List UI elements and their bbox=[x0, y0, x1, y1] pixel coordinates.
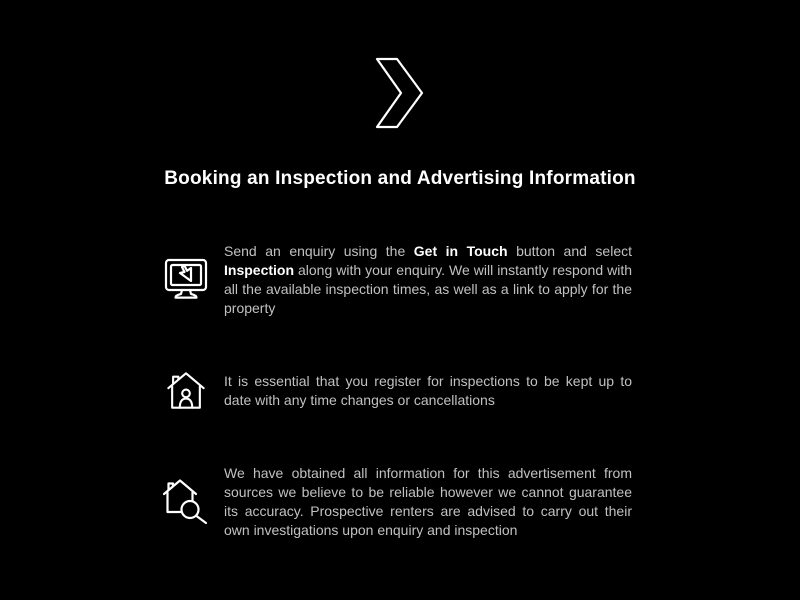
computer-cursor-icon bbox=[162, 258, 210, 302]
section-register bbox=[162, 358, 632, 424]
hero-chevron bbox=[0, 0, 800, 129]
house-search-icon bbox=[162, 476, 210, 528]
section-enquiry bbox=[162, 228, 632, 332]
section-text: It is essential that you register for inspections to be kept up to date with any time changes or cancellations bbox=[224, 373, 632, 408]
section-text: We have obtained all information for this advertisement from sources we believe to be reliable however we cannot guarantee its accuracy. Prospective renters are advised to carry out their own investigations upon enquiry and inspection bbox=[224, 465, 632, 538]
chevron-right-icon bbox=[375, 57, 425, 129]
page-title: Booking an Inspection and Advertising Information bbox=[164, 168, 636, 189]
section-disclaimer bbox=[162, 450, 632, 554]
house-person-icon bbox=[162, 370, 210, 412]
info-sections bbox=[162, 228, 632, 554]
section-text: Send an enquiry using the Get in Touch button and select Inspection along with your enquiry. We will instantly respond with all the available inspection times, as well as a link to apply for the property bbox=[224, 243, 632, 316]
